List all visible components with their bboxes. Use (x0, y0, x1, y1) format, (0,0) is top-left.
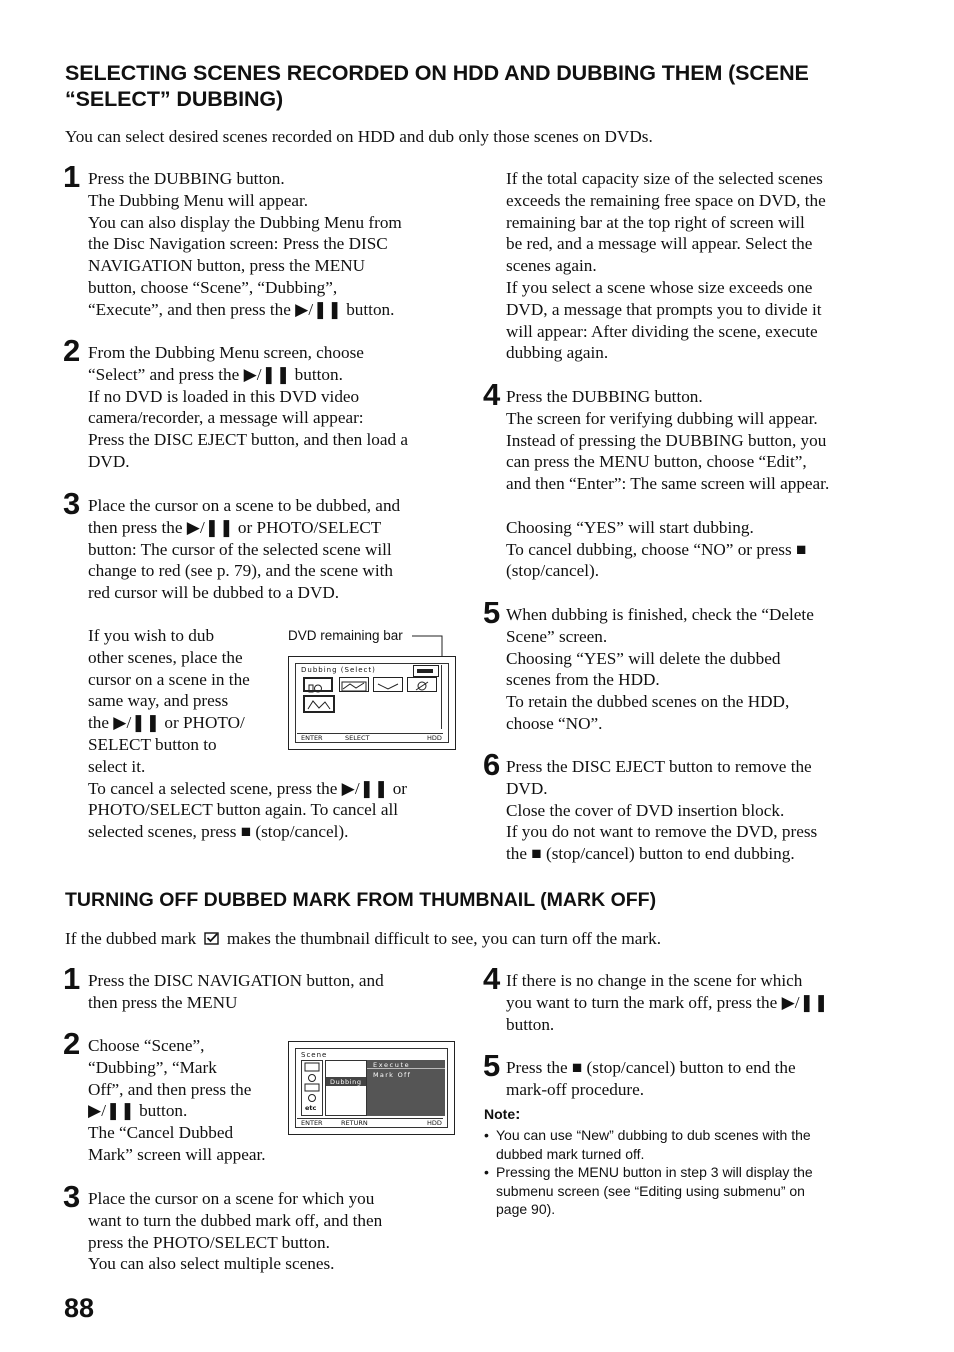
intro-text: If the dubbed mark (65, 929, 197, 948)
step-number: 5 (483, 1048, 501, 1083)
return-label: RETURN (341, 1119, 368, 1127)
scene-thumbnail-icon (374, 680, 402, 693)
text-line: If there is no change in the scene for which (506, 971, 803, 990)
text-line: SELECT button to (88, 734, 217, 754)
text-line: To retain the dubbed scenes on the HDD, (506, 692, 790, 712)
step-1-text (88, 970, 384, 1014)
text-line: You can also display the Dubbing Menu from (88, 212, 402, 232)
text-line: Mark” screen will appear. (88, 1144, 266, 1164)
text-line: choose “NO”. (506, 713, 603, 733)
note-item: • You can use “New” dubbing to dub scenes with the dubbed mark turned off. (484, 1126, 904, 1163)
section-intro: You can select desired scenes recorded on HDD and dub only those scenes on DVDs. (65, 127, 653, 146)
thumbnail-selected (303, 677, 333, 692)
submenu-item-execute: Execute (373, 1061, 411, 1069)
step-number: 5 (483, 595, 501, 630)
text-line: remaining bar at the top right of screen will (506, 212, 805, 232)
step-number: 2 (63, 333, 81, 368)
text-line: submenu screen (see “Editing using submenu” on (496, 1182, 805, 1199)
text-line: Press the DUBBING button. (88, 169, 285, 188)
figure-caption: DVD remaining bar (288, 628, 403, 643)
note-item: • Pressing the MENU button in step 3 will display the submenu screen (see “Editing using submenu” on page 90). (484, 1163, 904, 1219)
step-number: 1 (63, 961, 81, 996)
step-number: 1 (63, 159, 81, 194)
text-line: dubbing again. (506, 343, 609, 363)
submenu-item-mark-off: Mark Off (373, 1071, 412, 1079)
etc-icon: etc (305, 1104, 317, 1112)
section-title-line: “SELECT” DUBBING) (65, 87, 284, 111)
step-number: 6 (483, 747, 501, 782)
text-line: Press the ■ (stop/cancel) button to end the (506, 1058, 796, 1077)
text-line: You can also select multiple scenes. (88, 1254, 335, 1274)
step-4-text (506, 386, 829, 582)
text-line: NAVIGATION button, press the MENU (88, 256, 366, 276)
text-line: If the total capacity size of the selected scenes (506, 169, 823, 188)
note-heading: Note: (484, 1106, 521, 1123)
text-line: DVD. (506, 778, 548, 798)
page-number: 88 (64, 1293, 95, 1323)
scroll-bar (441, 665, 444, 729)
text-line: press the PHOTO/SELECT button. (88, 1232, 330, 1252)
text-line: Close the cover of DVD insertion block. (506, 800, 785, 820)
text-line: PHOTO/SELECT button again. To cancel all (88, 800, 399, 820)
step-5-text (506, 1057, 796, 1101)
text-line: cursor on a scene in the (88, 669, 250, 689)
text-line: Choose “Scene”, (88, 1036, 205, 1055)
text-line: select it. (88, 756, 146, 776)
submenu-panel (367, 1060, 445, 1116)
section-title (65, 60, 809, 112)
text-line: Press the DISC NAVIGATION button, and (88, 971, 384, 990)
step-6-text (506, 756, 817, 865)
enter-label: ENTER (301, 734, 323, 742)
step-number: 3 (63, 1179, 81, 1214)
text-line: DVD. (88, 451, 130, 471)
text-line: If you select a scene whose size exceeds one (506, 277, 813, 297)
text-line: the ■ (stop/cancel) button to end dubbing. (506, 844, 795, 864)
thumbnail (339, 677, 369, 692)
step-2-text (88, 1035, 266, 1166)
screen-title: Scene (301, 1051, 328, 1059)
text-line: Place the cursor on a scene to be dubbed, and (88, 496, 401, 515)
text-line: you want to turn the mark off, press the ▶/❚❚ (506, 992, 829, 1012)
text-line: the Disc Navigation screen: Press the DISC (88, 234, 388, 254)
thumbnail-selected (303, 695, 335, 713)
text-line: (stop/cancel). (506, 561, 600, 581)
scene-thumbnail-icon (408, 680, 436, 693)
text-line: The screen for verifying dubbing will appear. (506, 408, 818, 428)
screen-title: Dubbing (Select) (301, 666, 376, 674)
text-line: ▶/❚❚ button. (88, 1101, 188, 1121)
text-line: The “Cancel Dubbed (88, 1123, 234, 1143)
text-line: button: The cursor of the selected scene will (88, 539, 392, 559)
text-line: can press the MENU button, choose “Edit”, (506, 452, 807, 472)
text-line: page 90). (496, 1201, 556, 1217)
text-line: Place the cursor on a scene for which you (88, 1189, 375, 1208)
text-line: If you do not want to remove the DVD, press (506, 822, 818, 842)
note-title: Note (484, 1106, 516, 1122)
text-line: then press the MENU (88, 992, 238, 1012)
step-4-text (506, 970, 828, 1035)
text-line: want to turn the dubbed mark off, and then (88, 1210, 383, 1230)
scene-thumbnail-icon (305, 698, 333, 712)
intro-text: makes the thumbnail difficult to see, you can turn off the mark. (226, 929, 662, 948)
text-line: mark-off procedure. (506, 1079, 645, 1099)
text-line: From the Dubbing Menu screen, choose (88, 343, 364, 362)
hdd-icon: HDD (427, 734, 442, 742)
text-line: “Select” and press the ▶/❚❚ button. (88, 364, 343, 384)
step-5-text (506, 604, 814, 735)
text-line: Off”, and then press the (88, 1079, 252, 1099)
text-line: camera/recorder, a message will appear: (88, 408, 364, 428)
text-line: and then “Enter”: The same screen will appear. (506, 474, 830, 494)
step-3-text (88, 495, 400, 604)
scene-thumbnail-icon (340, 680, 368, 693)
text-line: The Dubbing Menu will appear. (88, 190, 309, 210)
thumbnail (407, 677, 437, 692)
select-label: SELECT (345, 734, 370, 742)
menu-icon-column (301, 1060, 323, 1116)
text-line: You can use “New” dubbing to dub scenes with the (496, 1127, 811, 1143)
text-line: then press the ▶/❚❚ or PHOTO/SELECT (88, 517, 382, 537)
text-line: Press the DISC EJECT button to remove the (506, 757, 812, 776)
dvd-remaining-bar (413, 665, 439, 677)
section-title: TURNING OFF DUBBED MARK FROM THUMBNAIL (MARK OFF) (65, 889, 657, 911)
scene-menu-screen (288, 1041, 455, 1135)
text-line: same way, and press (88, 691, 229, 711)
thumbnail (373, 677, 403, 692)
step-2-text (88, 342, 408, 473)
text-line: To cancel dubbing, choose “NO” or press ■ (506, 539, 807, 559)
text-line: scenes again. (506, 256, 597, 276)
text-line: button. (506, 1014, 555, 1034)
hdd-icon: HDD (427, 1119, 442, 1127)
step-number: 2 (63, 1026, 81, 1061)
text-line: the ▶/❚❚ or PHOTO/ (88, 713, 245, 733)
section-intro (65, 928, 661, 950)
text-line: be red, and a message will appear. Select the (506, 234, 813, 254)
scene-thumbnail-icon (305, 683, 331, 694)
text-line: If no DVD is loaded in this DVD video (88, 386, 360, 406)
text-line: exceeds the remaining free space on DVD, the (506, 190, 826, 210)
text-line: change to red (see p. 79), and the scene with (88, 561, 393, 581)
text-line: will appear: After dividing the scene, execute (506, 321, 818, 341)
step-3-continued-text (506, 168, 826, 364)
text-line: button, choose “Scene”, “Dubbing”, (88, 277, 338, 297)
text-line: red cursor will be dubbed to a DVD. (88, 583, 340, 603)
step-number: 3 (63, 486, 81, 521)
step-number: 4 (483, 961, 501, 996)
text-line: Choosing “YES” will start dubbing. (506, 517, 754, 537)
text-line: If you wish to dub (88, 626, 215, 645)
step-number: 4 (483, 377, 501, 412)
menu-column (325, 1060, 367, 1116)
text-line: selected scenes, press ■ (stop/cancel). (88, 822, 349, 842)
text-line: Scene” screen. (506, 626, 608, 646)
menu-item-dubbing: Dubbing (330, 1078, 362, 1086)
text-line: Choosing “YES” will delete the dubbed (506, 648, 781, 668)
text-line: Pressing the MENU button in step 3 will display the (496, 1164, 813, 1180)
text-line: “Dubbing”, “Mark (88, 1057, 217, 1077)
dubbed-mark-icon (204, 931, 220, 945)
blank-line (506, 495, 829, 517)
text-line: Press the DISC EJECT button, and then load a (88, 430, 409, 450)
step-3-text (88, 1188, 382, 1275)
enter-label: ENTER (301, 1119, 323, 1127)
text-line: Press the DUBBING button. (506, 387, 703, 406)
text-line: “Execute”, and then press the ▶/❚❚ button. (88, 299, 395, 319)
text-line: DVD, a message that prompts you to divide it (506, 299, 822, 319)
dubbing-select-screen (288, 656, 456, 750)
section-title-line: SELECTING SCENES RECORDED ON HDD AND DUBBING THEM (SCENE (65, 61, 809, 85)
text-line: When dubbing is finished, check the “Delete (506, 605, 814, 624)
text-line: Instead of pressing the DUBBING button, you (506, 430, 827, 450)
text-line: dubbed mark turned off. (496, 1145, 645, 1162)
step-1-text (88, 168, 402, 321)
note-list (484, 1126, 904, 1219)
text-line: scenes from the HDD. (506, 670, 660, 690)
text-line: other scenes, place the (88, 647, 243, 667)
text-line: To cancel a selected scene, press the ▶/❚❚ or (88, 778, 408, 798)
